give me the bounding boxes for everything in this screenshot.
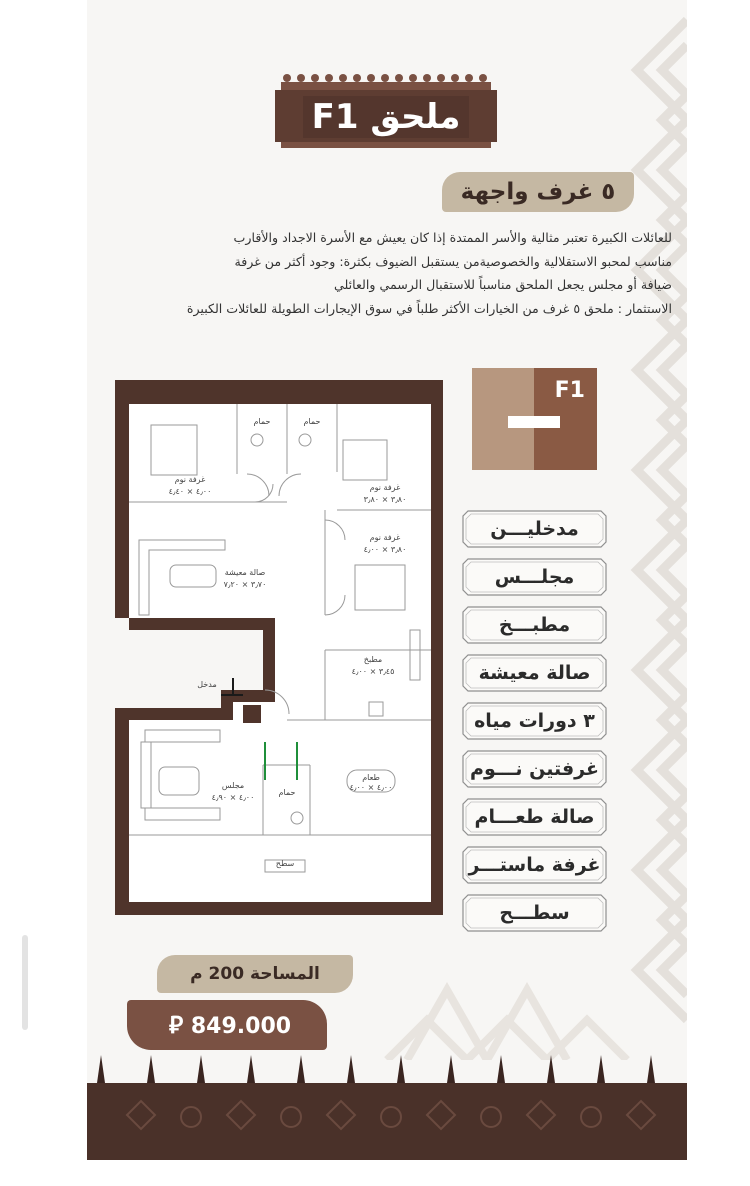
room-label: سطـــح — [499, 902, 570, 924]
description — [127, 226, 672, 320]
room-item — [462, 558, 607, 596]
plan-label-entrance: مدخل — [197, 680, 217, 689]
decorative-fence — [87, 1055, 687, 1160]
plan-exterior — [115, 618, 129, 708]
plan-dim-dining: ٤٫٠٠ × ٤٫٠٠ — [349, 783, 393, 792]
plan-dim-majlis: ٤٫٠٠ × ٤٫٩٠ — [211, 793, 255, 802]
room-item — [462, 654, 607, 692]
plan-label-kitchen: مطبخ — [363, 655, 383, 664]
description-line: مناسب لمحبو الاستقلالية والخصوصيةمن يستقبل الضيوف بكثرة: وجود أكثر من غرفة — [234, 253, 672, 269]
page-title: ملحق F1 — [311, 97, 461, 137]
key-marker — [508, 416, 560, 428]
description-line: الاستثمار : ملحق ٥ غرف من الخيارات الأكثر طلباً في سوق الإيجارات الطويلة للعائلات الكبيرة — [186, 300, 672, 316]
description-line: للعائلات الكبيرة تعتبر مثالية والأسر الممتدة إذا كان يعيش مع الأسرة الاجداد والأقارب — [233, 230, 672, 245]
room-label: مدخليـــن — [490, 518, 579, 540]
title-plate — [275, 70, 497, 150]
description-line: ضيافة أو مجلس يجعل الملحق مناسباً للاستقبال الرسمي والعائلي — [333, 277, 672, 292]
room-label: مطبـــخ — [498, 614, 571, 636]
floor-plan — [115, 380, 443, 915]
plan-label-roof: سطح — [275, 859, 295, 868]
brochure-page — [87, 0, 687, 1160]
plan-dim-living: ٣٫٧٠ × ٧٫٢٠ — [223, 580, 267, 589]
room-list — [462, 510, 607, 942]
room-item — [462, 798, 607, 836]
plan-dim-bed3: ٣٫٨٠ × ٤٫٠٠ — [363, 545, 407, 554]
room-label: غرفتين نـــوم — [470, 758, 599, 780]
room-item — [462, 846, 607, 884]
key-label: F1 — [554, 378, 585, 403]
price-tag — [127, 1000, 327, 1050]
plan-label-living: صالة معيشة — [224, 568, 266, 577]
room-label: صالة معيشة — [478, 662, 591, 684]
plan-entrance-block — [243, 705, 261, 723]
area-badge: المساحة 200 م — [157, 955, 353, 993]
plan-label-bed2: غرفة نوم — [369, 483, 401, 492]
sadu-pattern-decoration — [607, 0, 687, 1060]
scroll-indicator — [22, 935, 28, 1030]
room-label: غرفة ماستـــر — [468, 854, 601, 876]
plan-dim-bed2: ٣٫٨٠ × ٣٫٨٠ — [363, 495, 407, 504]
riyal-currency-icon: ⃁ — [168, 1011, 184, 1039]
room-item — [462, 510, 607, 548]
price-value: 849.000 — [190, 1014, 292, 1039]
room-item — [462, 606, 607, 644]
room-label: مجلـــس — [494, 566, 575, 588]
subtitle-badge: ٥ غرف واجهة — [442, 172, 634, 212]
unit-key-tile — [472, 368, 597, 470]
plan-label-bed1: غرفة نوم — [174, 475, 206, 484]
plan-label-dining: طعام — [362, 773, 380, 782]
plan-exterior — [115, 630, 263, 690]
plan-dim-kitchen: ٣٫٤٥ × ٤٫٠٠ — [351, 667, 395, 676]
plan-label-bath1: حمام — [253, 417, 271, 426]
room-label: صالة طعـــام — [474, 806, 595, 828]
plan-label-bath3: حمام — [278, 788, 296, 797]
room-label: ٣ دورات مياه — [474, 710, 595, 732]
plan-label-majlis: مجلس — [221, 781, 245, 790]
plan-label-bath2: حمام — [303, 417, 321, 426]
room-item — [462, 750, 607, 788]
plan-label-bed3: غرفة نوم — [369, 533, 401, 542]
room-item — [462, 894, 607, 932]
plan-dim-bed1: ٤٫٠٠ × ٤٫٤٠ — [168, 487, 212, 496]
room-item — [462, 702, 607, 740]
